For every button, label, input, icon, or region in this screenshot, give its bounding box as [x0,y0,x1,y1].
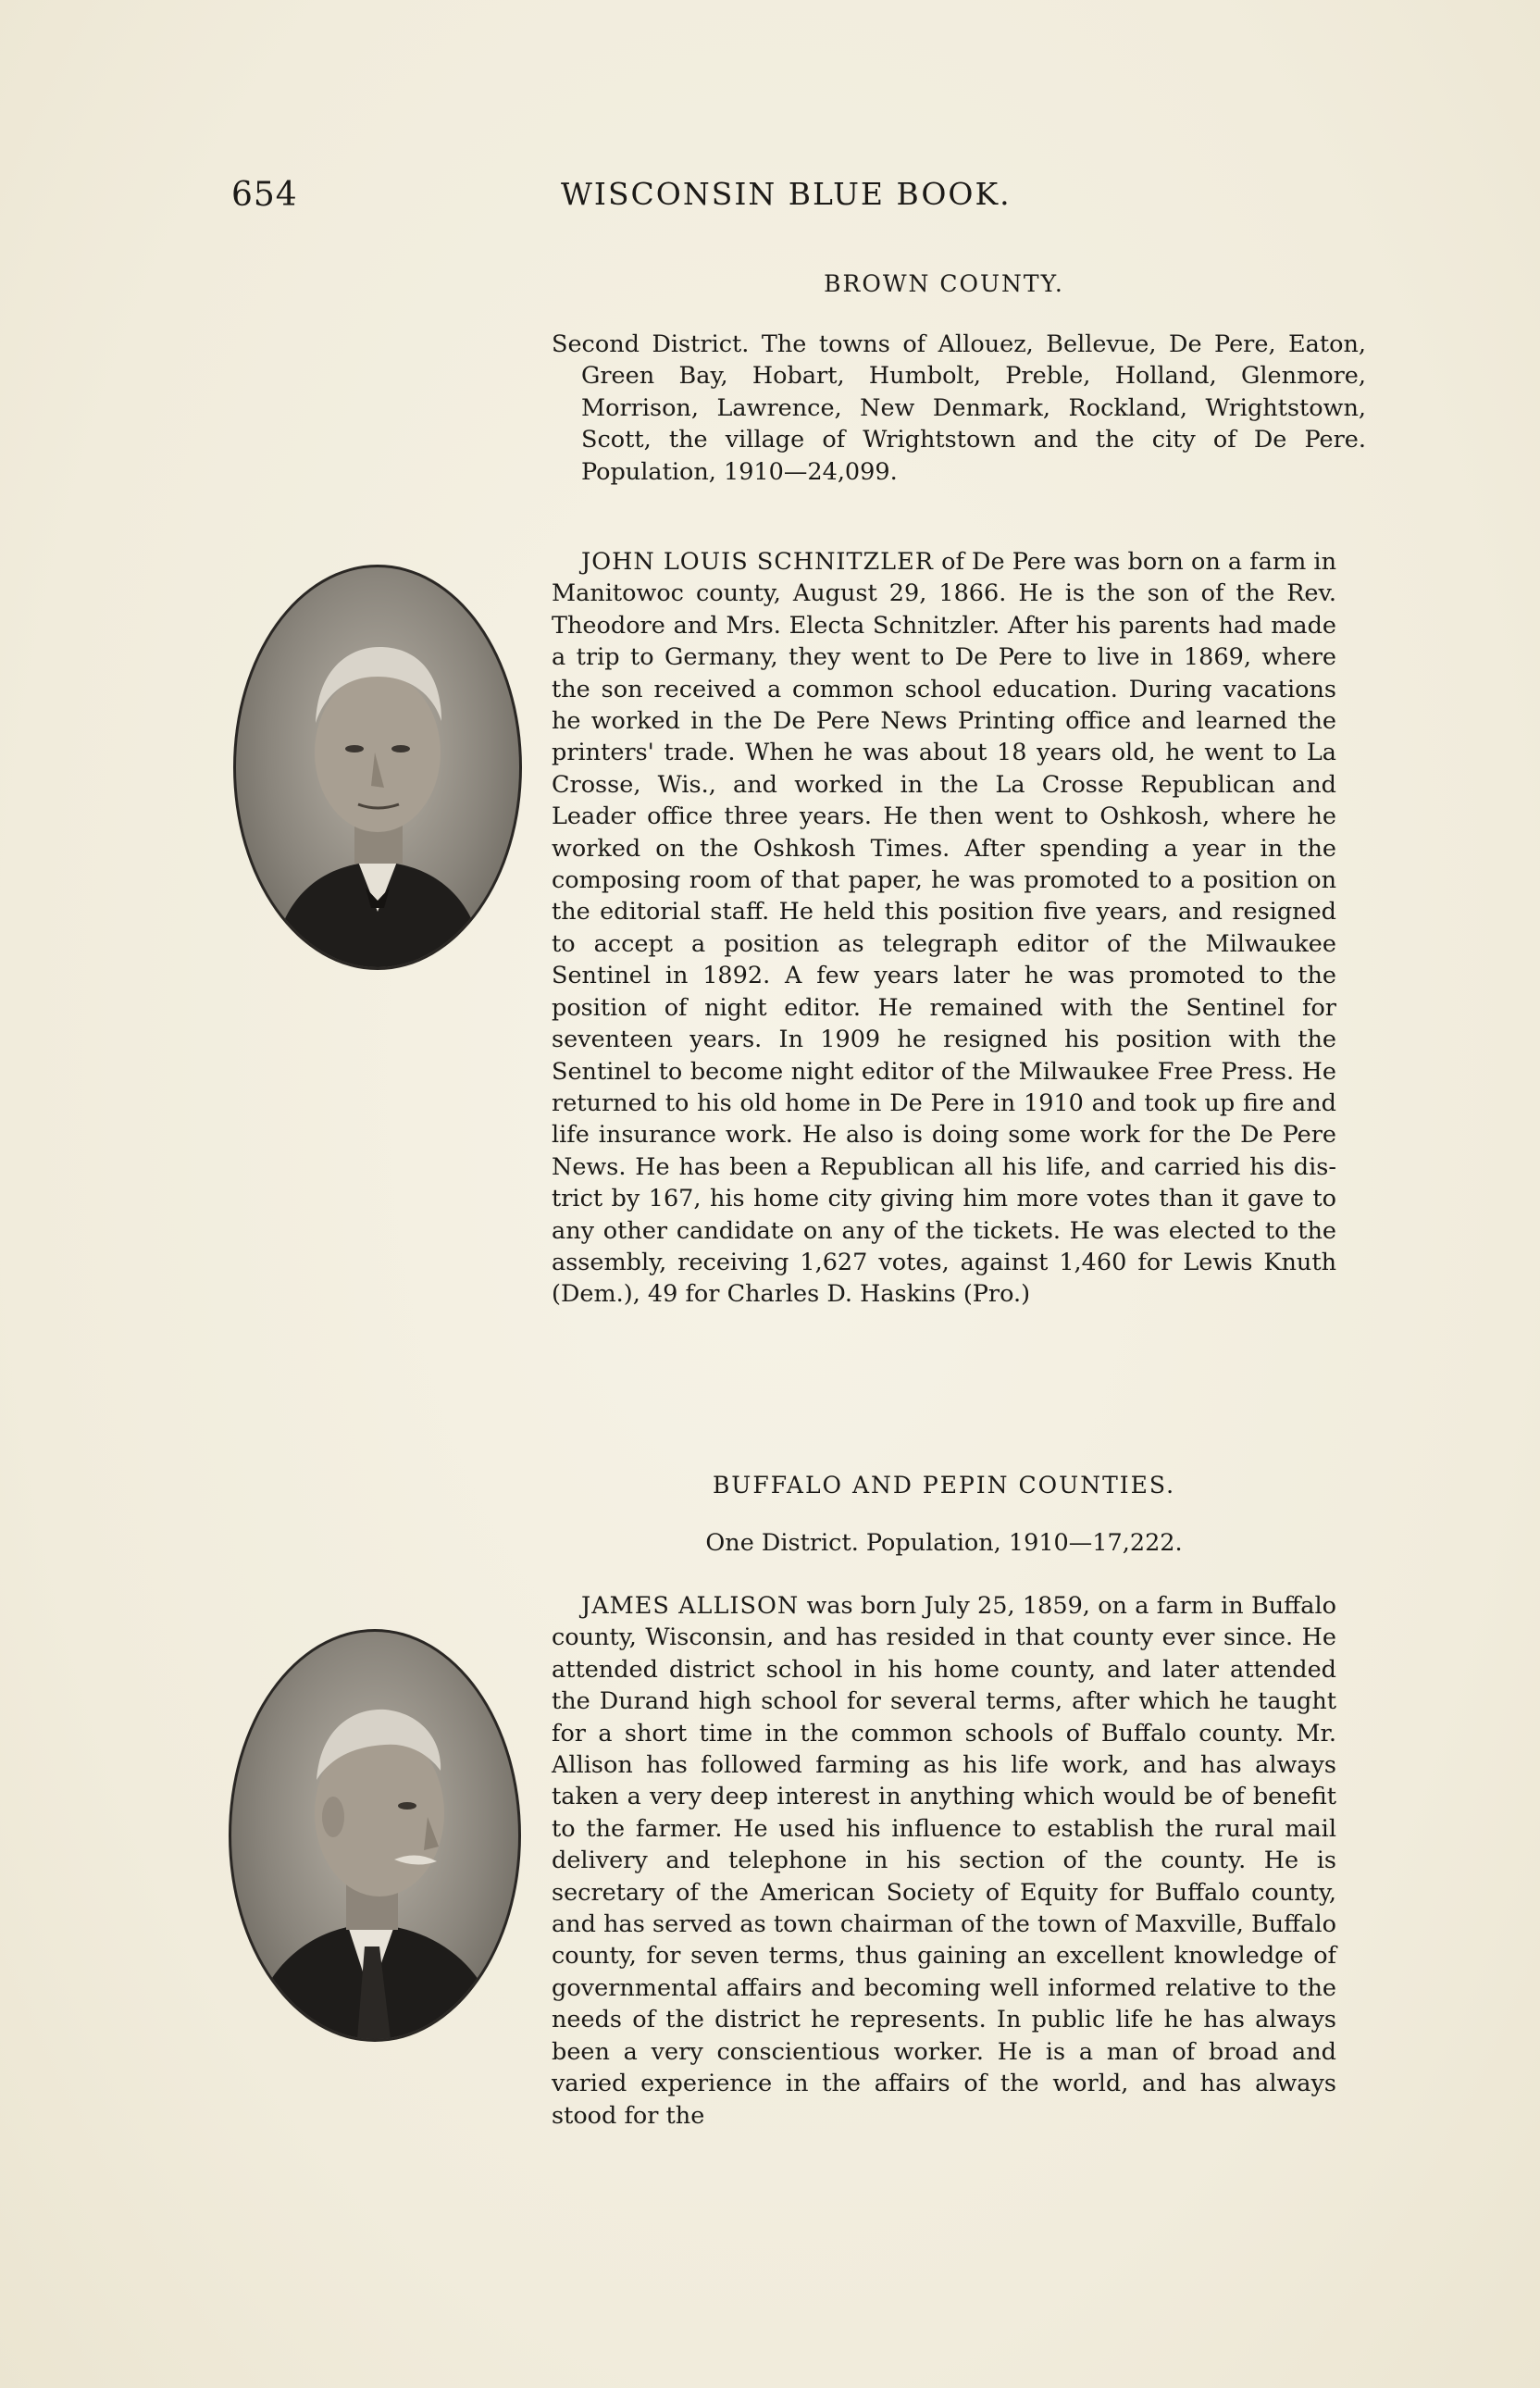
schnitzler-biography [552,546,1336,1311]
book-title: WISCONSIN BLUE BOOK. [561,176,1012,212]
buffalo-pepin-district: One District. Population, 1910—17,222. [705,1529,1183,1557]
allison-name: JAMES ALLISON [581,1592,800,1620]
brown-county-district: Second District. The towns of Allouez, Bellevue, De Pere, Eaton, Green Bay, Hobart, Humbolt, Preble, Holland, Glenmore, Morrison, Lawrence, New Denmark, Rockland, Wrightstown, Scott, the village of Wrightstown and the city of De Pere. Population, 1910—24,099. [552,330,1366,486]
page-number: 654 [231,176,298,214]
buffalo-pepin-heading: BUFFALO AND PEPIN COUNTIES. [712,1472,1176,1499]
schnitzler-name: JOHN LOUIS SCHNITZLER [581,548,934,576]
schnitzler-bio-text: of De Pere was born on a farm in Manitowoc county, August 29, 1866. He is the son of the Rev. Theodore and Mrs. Electa Schnitzler. After his parents had made a trip to Germany, they went to De Pere to live in 1869, where the son received a common school education. During vacations he worked in the De Pere News Printing office and learned the printers' trade. When he was about 18 years old, he went to La Crosse, Wis., and worked in the La Crosse Republican and Leader office three years. He then went to Oshkosh, where he worked on the Oshkosh Times. After spending a year in the composing room of that paper, he was promoted to a position on the editorial staff. He held this position five years, and resigned to accept a position as telegraph editor of the Milwaukee Sentinel in 1892. A few years later he was promoted to the position of night editor. He remained with the Sentinel for seventeen years. In 1909 he resigned his position with the Sentinel to become night editor of the Milwaukee Free Press. He returned to his old home in De Pere in 1910 and took up fire and life insurance work. He also is doing some work for the De Pere News. He has been a Republican all his life, and carried his district by 167, his home city giving him more votes than it gave to any other candidate on any of the tickets. He was elected to the assembly, receiving 1,627 votes, against 1,460 for Lewis Knuth (Dem.), 49 for Charles D. Haskins (Pro.) [552,548,1336,1309]
schnitzler-portrait-image [236,567,519,967]
schnitzler-portrait [233,565,522,970]
allison-bio-text: was born July 25, 1859, on a farm in Buffalo county, Wisconsin, and has resided in that county ever since. He attended district school in his home county, and later attended the Durand high school for several terms, after which he taught for a short time in the common schools of Buffalo county. Mr. Allison has followed farming as his life work, and has always taken a very deep interest in anything which would be of benefit to the farmer. He used his influence to establish the rural mail delivery and telephone in his section of the county. He is secretary of the American Society of Equity for Buffalo county, and has served as town chairman of the town of Maxville, Buffalo county, for seven terms, thus gaining an excellent knowledge of governmental affairs and becoming well informed relative to the needs of the district he represents. In public life he has always been a very conscientious worker. He is a man of broad and varied experience in the affairs of the world, and has always stood for the [552,1592,1336,2130]
allison-portrait [229,1629,521,2042]
brown-county-heading: BROWN COUNTY. [824,270,1064,297]
allison-biography [552,1590,1336,2132]
running-head [231,176,1157,231]
allison-portrait-image [231,1632,518,2039]
